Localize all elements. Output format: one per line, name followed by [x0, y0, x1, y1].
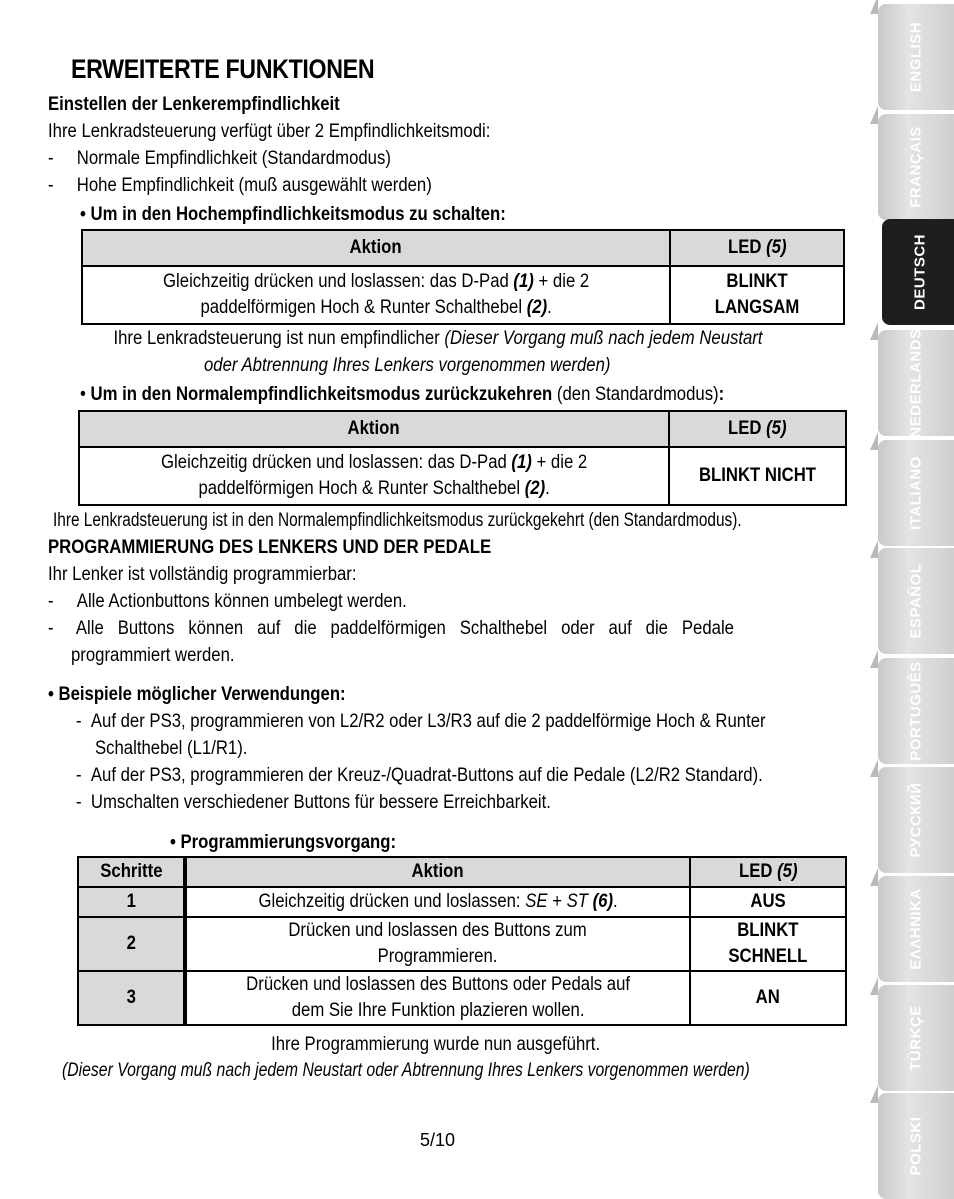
sensitivity-heading: Einstellen der Lenkerempfindlichkeit — [48, 94, 340, 115]
programming-done-note: (Dieser Vorgang muß nach jedem Neustart oder Abtrennung Ihres Lenkers vorgenommen werden) — [62, 1060, 750, 1081]
high-mode-note-line2: oder Abtrennung Ihres Lenkers vorgenommen werden) — [204, 355, 611, 376]
table-header-action: Aktion — [79, 411, 669, 447]
action-cell: Gleichzeitig drücken und loslassen: das D-Pad (1) + die 2 paddelförmigen Hoch & Runter Schalthebel (2). — [79, 447, 669, 505]
action-cell: Gleichzeitig drücken und loslassen: das D-Pad (1) + die 2 paddelförmigen Hoch & Runter Schalthebel (2). — [82, 266, 670, 324]
list-item-continuation: Schalthebel (L1/R1). — [95, 738, 248, 759]
normal-mode-note: Ihre Lenkradsteuerung ist in den Normalempfindlichkeitsmodus zurückgekehrt (den Standardmodus). — [53, 510, 742, 531]
table-header-led: LED (5) — [690, 857, 846, 887]
high-sensitivity-table — [81, 229, 845, 325]
tab-portugues[interactable]: PORTUGUÊS — [878, 658, 954, 764]
table-row — [82, 266, 844, 324]
led-cell: AN — [690, 971, 846, 1025]
normal-mode-bullet: • Um in den Normalempfindlichkeitsmodus zurückzukehren (den Standardmodus): — [80, 384, 725, 405]
normal-sensitivity-table — [78, 410, 847, 506]
page-number: 5/10 — [420, 1130, 456, 1150]
list-item: - Alle Actionbuttons können umbelegt werden. — [48, 591, 407, 612]
page-title: ERWEITERTE FUNKTIONEN — [71, 54, 375, 84]
table-row — [78, 917, 846, 971]
list-item-continuation: programmiert werden. — [71, 645, 235, 666]
tab-italiano[interactable]: ITALIANO — [878, 440, 954, 546]
step-cell: 1 — [78, 887, 185, 917]
table-header-led: LED (5) — [670, 230, 844, 266]
table-header-action: Aktion — [185, 857, 690, 887]
programming-table — [77, 856, 847, 1026]
sensitivity-intro: Ihre Lenkradsteuerung verfügt über 2 Empfindlichkeitsmodi: — [48, 121, 491, 142]
tab-polski[interactable]: POLSKI — [878, 1093, 954, 1199]
tab-turkce[interactable]: TÜRKÇE — [878, 985, 954, 1091]
list-item: - Umschalten verschiedener Buttons für bessere Erreichbarkeit. — [76, 792, 551, 813]
examples-heading: • Beispiele möglicher Verwendungen: — [48, 684, 346, 705]
table-row — [79, 447, 846, 505]
high-mode-bullet: • Um in den Hochempfindlichkeitsmodus zu schalten: — [80, 204, 506, 225]
list-item: - Auf der PS3, programmieren der Kreuz-/Quadrat-Buttons auf die Pedale (L2/R2 Standard). — [76, 765, 763, 786]
tab-greek[interactable]: ΕΛΛΗΝΙΚΑ — [878, 876, 954, 982]
tab-francais[interactable]: FRANÇAIS — [878, 114, 954, 220]
tab-espanol[interactable]: ESPAÑOL — [878, 548, 954, 654]
action-cell: Drücken und loslassen des Buttons oder Pedals auf dem Sie Ihre Funktion plazieren wollen. — [185, 971, 690, 1025]
table-row — [78, 971, 846, 1025]
tab-russian[interactable]: РУССКИЙ — [878, 767, 954, 873]
action-cell: Drücken und loslassen des Buttons zum Programmieren. — [185, 917, 690, 971]
step-cell: 3 — [78, 971, 185, 1025]
high-mode-note: Ihre Lenkradsteuerung ist nun empfindlicher (Dieser Vorgang muß nach jedem Neustart — [113, 328, 763, 349]
action-cell: Gleichzeitig drücken und loslassen: SE + ST (6). — [185, 887, 690, 917]
table-row — [78, 887, 846, 917]
programming-heading: PROGRAMMIERUNG DES LENKERS UND DER PEDALE — [48, 537, 492, 558]
led-cell: BLINKT NICHT — [669, 447, 846, 505]
tab-english[interactable]: ENGLISH — [878, 4, 954, 110]
table-header-led: LED (5) — [669, 411, 846, 447]
step-cell: 2 — [78, 917, 185, 971]
led-cell: BLINKT SCHNELL — [690, 917, 846, 971]
programming-intro: Ihr Lenker ist vollständig programmierbar: — [48, 564, 357, 585]
list-item: - Normale Empfindlichkeit (Standardmodus) — [48, 148, 391, 169]
list-item: - Hohe Empfindlichkeit (muß ausgewählt werden) — [48, 175, 432, 196]
table-header-steps: Schritte — [78, 857, 185, 887]
list-item: - Alle Buttons können auf die paddelförmigen Schalthebel oder auf die Pedale — [48, 618, 734, 639]
tab-nederlands[interactable]: NEDERLANDS — [878, 330, 954, 436]
tab-deutsch[interactable]: DEUTSCH — [882, 219, 954, 325]
table-header-action: Aktion — [82, 230, 670, 266]
led-cell: BLINKT LANGSAM — [670, 266, 844, 324]
programming-done: Ihre Programmierung wurde nun ausgeführt. — [271, 1034, 601, 1055]
language-sidebar — [870, 0, 954, 1193]
list-item: - Auf der PS3, programmieren von L2/R2 oder L3/R3 auf die 2 paddelförmige Hoch & Runter — [76, 711, 766, 732]
led-cell: AUS — [690, 887, 846, 917]
procedure-heading: • Programmierungsvorgang: — [170, 832, 397, 853]
